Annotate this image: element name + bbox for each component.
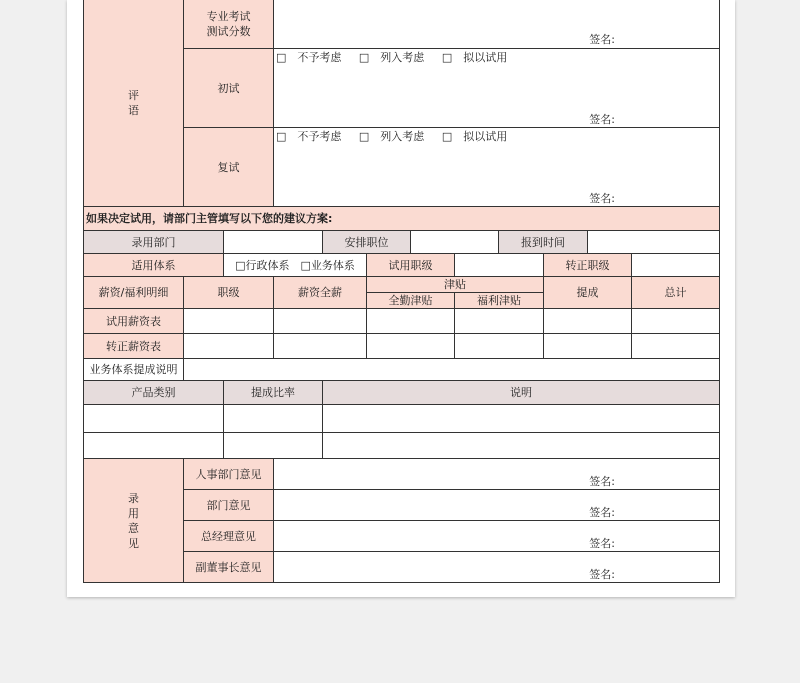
hire-dept-label (83, 230, 224, 254)
hiring-row-label (183, 551, 274, 583)
position-text: 安排职位 (344, 235, 389, 249)
salary-cell[interactable] (454, 333, 544, 359)
regular-rank-text: 转正职级 (565, 258, 610, 272)
trial-rank-label (366, 253, 455, 277)
hiring-row-label (183, 489, 274, 521)
salary-row-label (83, 308, 184, 334)
trial-rank-text: 试用职级 (388, 258, 433, 272)
commission-note-text: 业务体系提成说明 (89, 363, 178, 376)
rank-header (183, 276, 274, 309)
salary-cell[interactable] (273, 333, 367, 359)
product-cell[interactable] (223, 404, 323, 433)
report-time-text: 报到时间 (521, 235, 565, 249)
signature-label: 签名: (589, 537, 615, 550)
system-options-text[interactable]: □行政体系 □业务体系 (235, 258, 355, 272)
total-header (631, 276, 720, 309)
hiring-section-label (83, 458, 184, 583)
signature-label: 签名: (589, 33, 615, 46)
note-header (322, 380, 720, 405)
eval-row-label-exam (183, 0, 274, 50)
hiring-row-content[interactable] (273, 458, 720, 490)
commission-note-field[interactable] (183, 358, 720, 381)
commission-text: 提成 (576, 286, 599, 299)
eval-row-label-text: 初试 (217, 81, 240, 95)
product-cell[interactable] (223, 432, 323, 459)
option-consider[interactable]: □ 列入考虑 (358, 130, 425, 143)
hiring-row-content[interactable] (273, 551, 720, 583)
product-cell[interactable] (83, 404, 224, 433)
eval-row-label-second (183, 127, 274, 207)
option-reject[interactable]: □ 不予考虑 (276, 51, 342, 64)
report-time-field[interactable] (587, 230, 720, 254)
total-text: 总计 (664, 286, 687, 299)
hiring-row-content[interactable] (273, 520, 720, 552)
salary-cell[interactable] (366, 333, 455, 359)
signature-label: 签名: (589, 192, 615, 205)
hiring-row-text: 副董事长意见 (195, 560, 262, 574)
commission-header (543, 276, 632, 309)
eval-row-content-first[interactable] (273, 48, 720, 128)
product-cell[interactable] (322, 432, 720, 459)
signature-label: 签名: (589, 506, 615, 519)
proposal-header-text: 如果决定试用，请部门主管填写以下您的建议方案: (86, 212, 333, 225)
salary-cell[interactable] (183, 333, 274, 359)
regular-rank-field[interactable] (631, 253, 720, 277)
hire-dept-text: 录用部门 (131, 235, 176, 249)
salary-row-text: 转正薪资表 (106, 339, 161, 353)
commission-note-label (83, 358, 184, 381)
evaluation-label-text: 评 语 (128, 88, 139, 117)
position-label (322, 230, 411, 254)
salary-cell[interactable] (366, 308, 455, 334)
hiring-row-label (183, 458, 274, 490)
allowance-header (366, 276, 544, 293)
product-cell[interactable] (322, 404, 720, 433)
proposal-header (83, 206, 720, 231)
full-salary-header (273, 276, 367, 309)
option-consider[interactable]: □ 列入考虑 (358, 51, 425, 64)
eval-row-content-exam[interactable] (273, 0, 720, 50)
ratio-text: 提成比率 (251, 386, 295, 399)
product-category-text: 产品类别 (131, 386, 176, 399)
ratio-header (223, 380, 323, 405)
hiring-row-text: 总经理意见 (201, 529, 256, 543)
system-label (83, 253, 224, 277)
rank-text: 职级 (217, 286, 240, 299)
salary-cell[interactable] (631, 308, 720, 334)
eval-row-label-text: 专业考试 测试分数 (206, 10, 251, 38)
signature-label: 签名: (589, 475, 615, 488)
report-time-label (498, 230, 588, 254)
signature-label: 签名: (589, 113, 615, 126)
salary-cell[interactable] (273, 308, 367, 334)
hiring-row-text: 人事部门意见 (195, 467, 262, 481)
hiring-row-content[interactable] (273, 489, 720, 521)
salary-row-label (83, 333, 184, 359)
salary-detail-header (83, 276, 184, 309)
welfare-text: 福利津贴 (477, 294, 521, 307)
system-label-text: 适用体系 (131, 258, 176, 272)
salary-detail-text: 薪资/福利明细 (98, 286, 169, 299)
option-reject[interactable]: □ 不予考虑 (276, 130, 342, 143)
hiring-row-text: 部门意见 (206, 498, 251, 512)
eval-options[interactable] (276, 50, 521, 65)
salary-cell[interactable] (454, 308, 544, 334)
allowance-text: 津贴 (444, 278, 466, 291)
hiring-label-text: 录 用 意 见 (128, 491, 139, 550)
salary-cell[interactable] (183, 308, 274, 334)
system-options[interactable] (223, 253, 367, 277)
hire-dept-field[interactable] (223, 230, 323, 254)
option-trial[interactable]: □ 拟以试用 (441, 130, 508, 143)
salary-cell[interactable] (543, 333, 632, 359)
trial-rank-field[interactable] (454, 253, 544, 277)
evaluation-section-label (83, 0, 184, 207)
regular-rank-label (543, 253, 632, 277)
attendance-text: 全勤津贴 (388, 294, 433, 307)
welfare-header (454, 292, 544, 309)
position-field[interactable] (410, 230, 499, 254)
option-trial[interactable]: □ 拟以试用 (441, 51, 508, 64)
attendance-header (366, 292, 455, 309)
full-salary-text: 薪资全薪 (298, 286, 342, 299)
note-text: 说明 (510, 386, 532, 399)
signature-label: 签名: (589, 568, 615, 581)
salary-cell[interactable] (631, 333, 720, 359)
eval-row-label-first (183, 48, 274, 128)
eval-row-label-text: 复试 (217, 160, 240, 174)
salary-row-text: 试用薪资表 (106, 314, 161, 328)
eval-options[interactable] (276, 129, 521, 144)
hiring-row-label (183, 520, 274, 552)
salary-cell[interactable] (543, 308, 632, 334)
eval-row-content-second[interactable] (273, 127, 720, 207)
product-category-header (83, 380, 224, 405)
form-sheet (67, 0, 735, 597)
product-cell[interactable] (83, 432, 224, 459)
